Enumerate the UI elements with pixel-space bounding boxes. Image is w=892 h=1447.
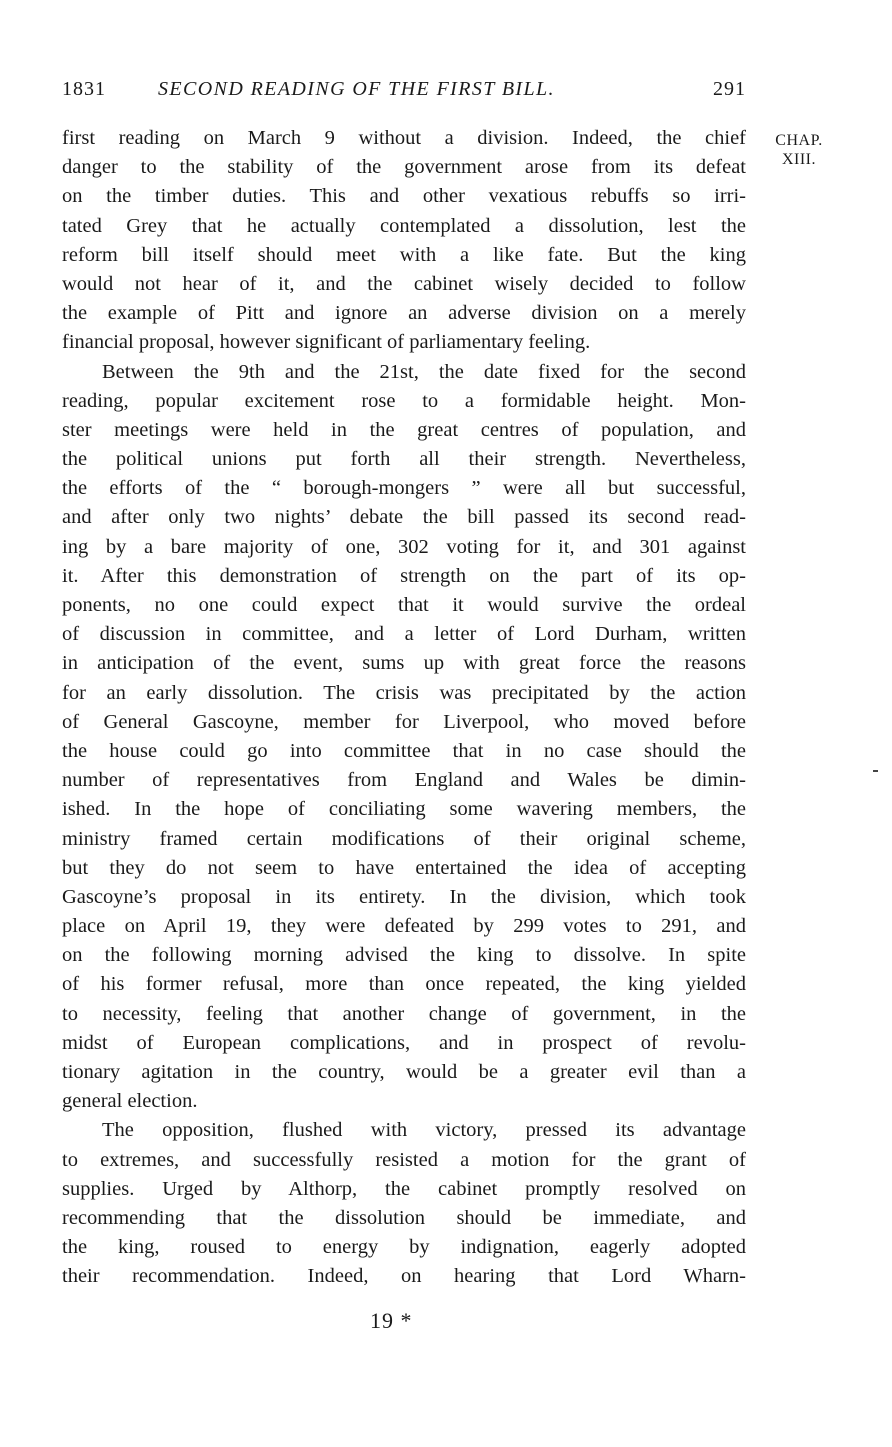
text-line: to extremes, and successfully resisted a motion for the grant of xyxy=(62,1148,746,1171)
text-line: number of representatives from England and Wales be dimin- xyxy=(62,769,746,792)
text-line: Between the 9th and the 21st, the date fixed for the second xyxy=(102,360,746,383)
text-line: tated Grey that he actually contemplated a dissolution, lest the xyxy=(62,214,746,237)
running-head xyxy=(62,78,746,102)
folio-signature: 19 * xyxy=(370,1308,413,1333)
text-line: tionary agitation in the country, would be a greater evil than a xyxy=(62,1061,746,1083)
text-line: and after only two nights’ debate the bill passed its second read- xyxy=(62,506,746,529)
text-line: to necessity, feeling that another change of government, in the xyxy=(62,1002,746,1025)
text-line: reform bill itself should meet with a like fate. But the king xyxy=(62,243,746,266)
text-line: on the following morning advised the king to dissolve. In spite xyxy=(62,944,746,967)
running-head-title: SECOND READING OF THE FIRST BILL. xyxy=(158,78,555,100)
text-line: reading, popular excitement rose to a formidable height. Mon- xyxy=(62,389,746,412)
text-line: first reading on March 9 without a division. Indeed, the chief xyxy=(62,127,746,149)
text-line: place on April 19, they were defeated by 299 votes to 291, and xyxy=(62,915,746,938)
text-line: of General Gascoyne, member for Liverpool, who moved before xyxy=(62,710,746,733)
running-head-year: 1831 xyxy=(62,78,106,100)
text-line: would not hear of it, and the cabinet wisely decided to follow xyxy=(62,272,746,295)
text-line: Gascoyne’s proposal in its entirety. In the division, which took xyxy=(62,885,746,908)
text-line: the king, roused to energy by indignation, eagerly adopted xyxy=(62,1236,746,1259)
paragraph xyxy=(62,358,746,1117)
stray-mark xyxy=(873,770,878,772)
text-line: for an early dissolution. The crisis was precipitated by the action xyxy=(62,681,746,704)
text-line: ished. In the hope of conciliating some wavering members, the xyxy=(62,798,746,821)
body-text xyxy=(62,124,746,1292)
margin-chapter-note xyxy=(764,131,834,169)
margin-chapter-label: CHAP. xyxy=(775,132,823,149)
text-line: of his former refusal, more than once repeated, the king yielded xyxy=(62,973,746,996)
text-line: ster meetings were held in the great centres of population, and xyxy=(62,418,746,441)
text-line: ponents, no one could expect that it would survive the ordeal xyxy=(62,594,746,616)
text-line: midst of European complications, and in prospect of revolu- xyxy=(62,1031,746,1054)
text-line: in anticipation of the event, sums up with great force the reasons xyxy=(62,652,746,675)
text-line: but they do not seem to have entertained the idea of accepting xyxy=(62,856,746,879)
text-line: recommending that the dissolution should be immediate, and xyxy=(62,1206,746,1229)
text-line: of discussion in committee, and a letter of Lord Durham, written xyxy=(62,623,746,646)
page-number: 291 xyxy=(713,78,746,100)
text-line: supplies. Urged by Althorp, the cabinet promptly resolved on xyxy=(62,1177,746,1200)
text-line: the efforts of the “ borough-mongers ” were all but successful, xyxy=(62,477,746,500)
text-line: their recommendation. Indeed, on hearing that Lord Wharn- xyxy=(62,1265,746,1288)
text-line: on the timber duties. This and other vexatious rebuffs so irri- xyxy=(62,185,746,208)
text-line: ing by a bare majority of one, 302 voting for it, and 301 against xyxy=(62,535,746,558)
text-line: financial proposal, however significant of parliamentary feeling. xyxy=(62,331,591,354)
text-line: danger to the stability of the government arose from its defeat xyxy=(62,156,746,179)
text-line: ministry framed certain modifications of their original scheme, xyxy=(62,827,746,850)
text-line: general election. xyxy=(62,1090,198,1113)
paragraph xyxy=(62,1116,746,1291)
paragraph xyxy=(62,124,746,358)
text-line: The opposition, flushed with victory, pressed its advantage xyxy=(102,1119,746,1142)
margin-chapter-number: XIII. xyxy=(781,151,817,168)
text-line: the house could go into committee that in no case should the xyxy=(62,739,746,762)
text-line: the example of Pitt and ignore an adverse division on a merely xyxy=(62,302,746,325)
text-line: it. After this demonstration of strength on the part of its op- xyxy=(62,564,746,587)
text-line: the political unions put forth all their strength. Nevertheless, xyxy=(62,448,746,471)
